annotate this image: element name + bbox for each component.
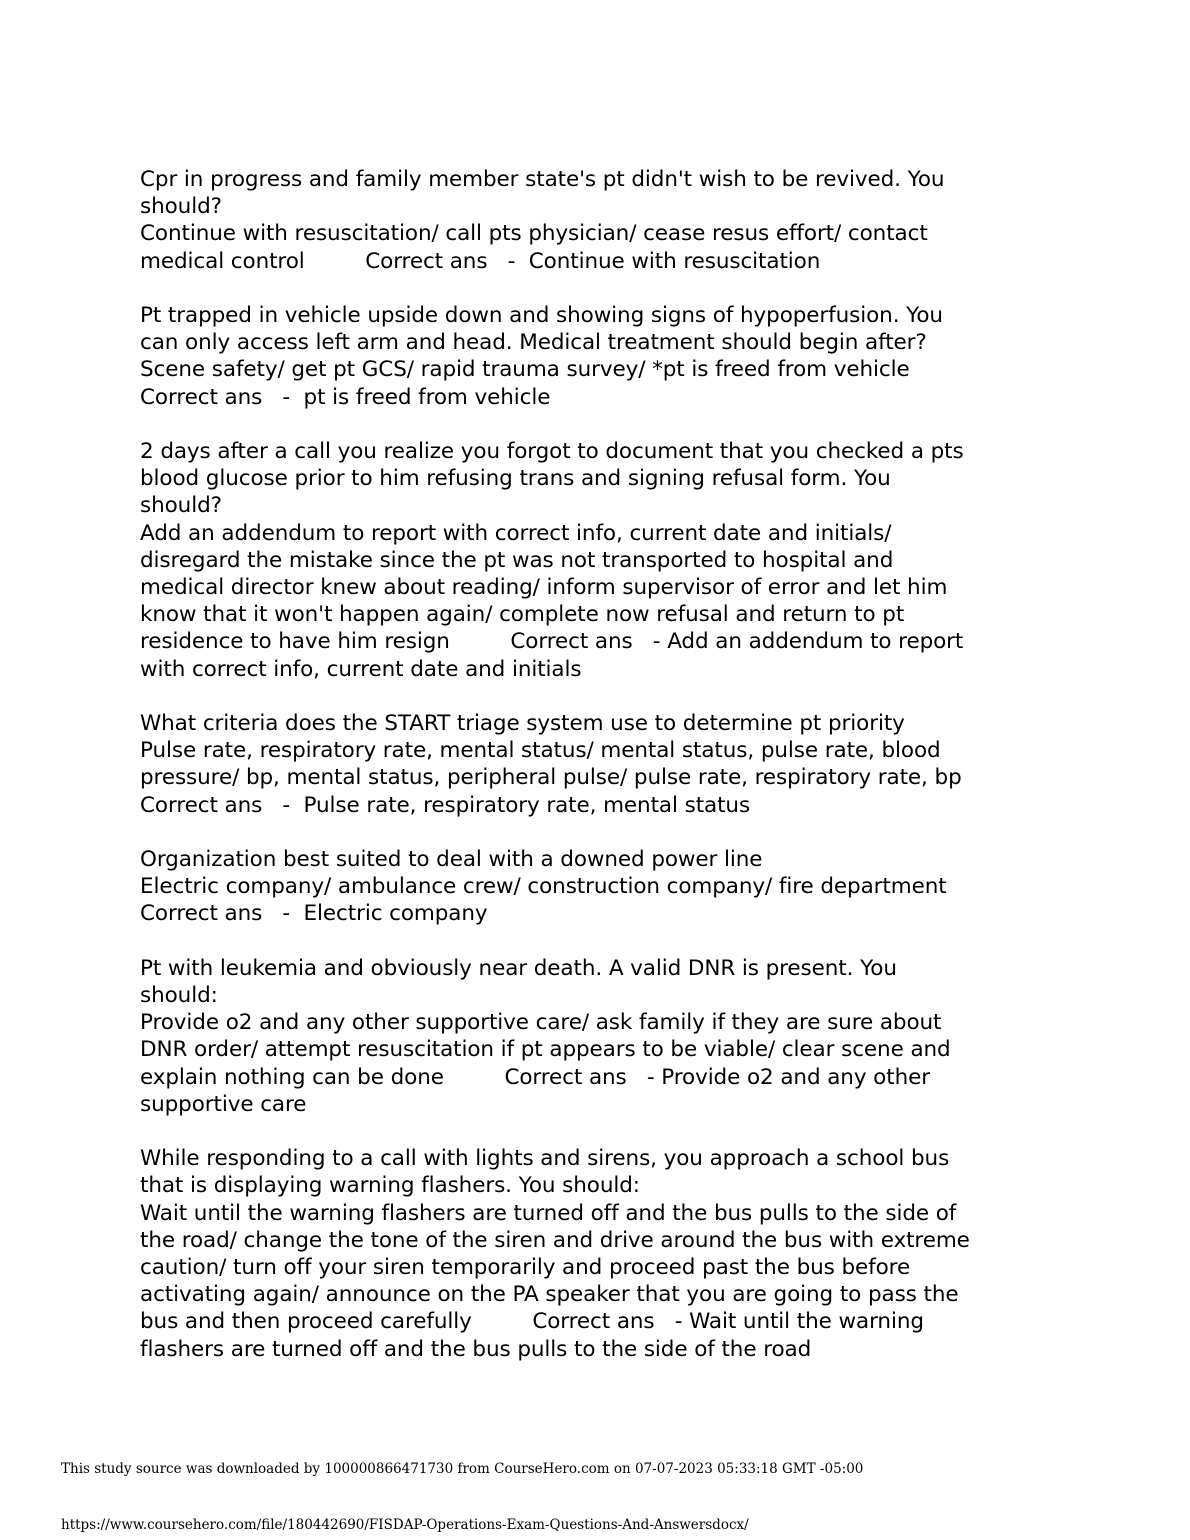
paragraph-gap: [140, 411, 1055, 438]
qa-block: [140, 846, 1055, 928]
text-line: medical control Correct ans - Continue with resuscitation: [140, 248, 821, 274]
text-line: should?: [140, 194, 222, 220]
text-line: activating again/ announce on the PA speaker that you are going to pass the: [140, 1282, 959, 1308]
text-line: can only access left arm and head. Medical treatment should begin after?: [140, 330, 927, 356]
text-line: should:: [140, 983, 218, 1009]
text-line: Continue with resuscitation/ call pts physician/ cease resus effort/ contact: [140, 221, 928, 247]
text-line: caution/ turn off your siren temporarily and proceed past the bus before: [140, 1255, 911, 1281]
text-line: Pulse rate, respiratory rate, mental status/ mental status, pulse rate, blood: [140, 738, 941, 764]
text-line: Correct ans - Pulse rate, respiratory rate, mental status: [140, 792, 751, 818]
qa-block: [140, 166, 1055, 275]
paragraph-gap: [140, 1118, 1055, 1145]
text-line: that is displaying warning flashers. You should:: [140, 1173, 640, 1199]
qa-block: [140, 955, 1055, 1118]
text-line: Add an addendum to report with correct info, current date and initials/: [140, 520, 892, 546]
text-line: DNR order/ attempt resuscitation if pt appears to be viable/ clear scene and: [140, 1037, 951, 1063]
text-line: Provide o2 and any other supportive care/ ask family if they are sure about: [140, 1010, 942, 1036]
text-line: While responding to a call with lights and sirens, you approach a school bus: [140, 1146, 950, 1172]
text-line: Correct ans - pt is freed from vehicle: [140, 384, 551, 410]
text-line: What criteria does the START triage system use to determine pt priority: [140, 711, 905, 737]
paragraph-gap: [140, 683, 1055, 710]
text-line: Wait until the warning flashers are turned off and the bus pulls to the side of: [140, 1200, 957, 1226]
text-line: the road/ change the tone of the siren and drive around the bus with extreme: [140, 1227, 970, 1253]
text-line: supportive care: [140, 1091, 307, 1117]
text-line: explain nothing can be done Correct ans - Provide o2 and any other: [140, 1064, 930, 1090]
text-line: Scene safety/ get pt GCS/ rapid trauma survey/ *pt is freed from vehicle: [140, 357, 910, 383]
qa-block: [140, 710, 1055, 819]
text-line: Cpr in progress and family member state's pt didn't wish to be revived. You: [140, 167, 945, 192]
text-line: should?: [140, 493, 222, 519]
text-line: disregard the mistake since the pt was not transported to hospital and: [140, 547, 894, 573]
text-line: Organization best suited to deal with a downed power line: [140, 847, 763, 873]
text-line: know that it won't happen again/ complete now refusal and return to pt: [140, 602, 905, 628]
text-line: blood glucose prior to him refusing trans and signing refusal form. You: [140, 466, 891, 492]
text-line: flashers are turned off and the bus pulls to the side of the road: [140, 1336, 812, 1362]
document-body: [140, 166, 1055, 1363]
text-line: medical director knew about reading/ inform supervisor of error and let him: [140, 575, 948, 601]
text-line: residence to have him resign Correct ans - Add an addendum to report: [140, 629, 964, 655]
source-url: https://www.coursehero.com/file/180442690/FISDAP-Operations-Exam-Questions-And-Answersdocx/: [61, 1517, 749, 1533]
download-note: This study source was downloaded by 100000866471730 from CourseHero.com on 07-07-2023 05:33:18 GMT -05:00: [61, 1461, 864, 1477]
text-line: with correct info, current date and initials: [140, 656, 582, 682]
text-line: Pt with leukemia and obviously near death. A valid DNR is present. You: [140, 955, 897, 981]
text-line: Correct ans - Electric company: [140, 901, 488, 927]
text-line: Electric company/ ambulance crew/ construction company/ fire department: [140, 874, 947, 900]
text-line: bus and then proceed carefully Correct ans - Wait until the warning: [140, 1309, 924, 1335]
text-line: 2 days after a call you realize you forgot to document that you checked a pts: [140, 439, 964, 464]
text-line: Pt trapped in vehicle upside down and showing signs of hypoperfusion. You: [140, 303, 943, 328]
qa-block: [140, 438, 1055, 683]
qa-block: [140, 1145, 1055, 1363]
paragraph-gap: [140, 275, 1055, 302]
qa-block: [140, 302, 1055, 411]
paragraph-gap: [140, 819, 1055, 846]
text-line: pressure/ bp, mental status, peripheral pulse/ pulse rate, respiratory rate, bp: [140, 765, 962, 791]
paragraph-gap: [140, 928, 1055, 955]
